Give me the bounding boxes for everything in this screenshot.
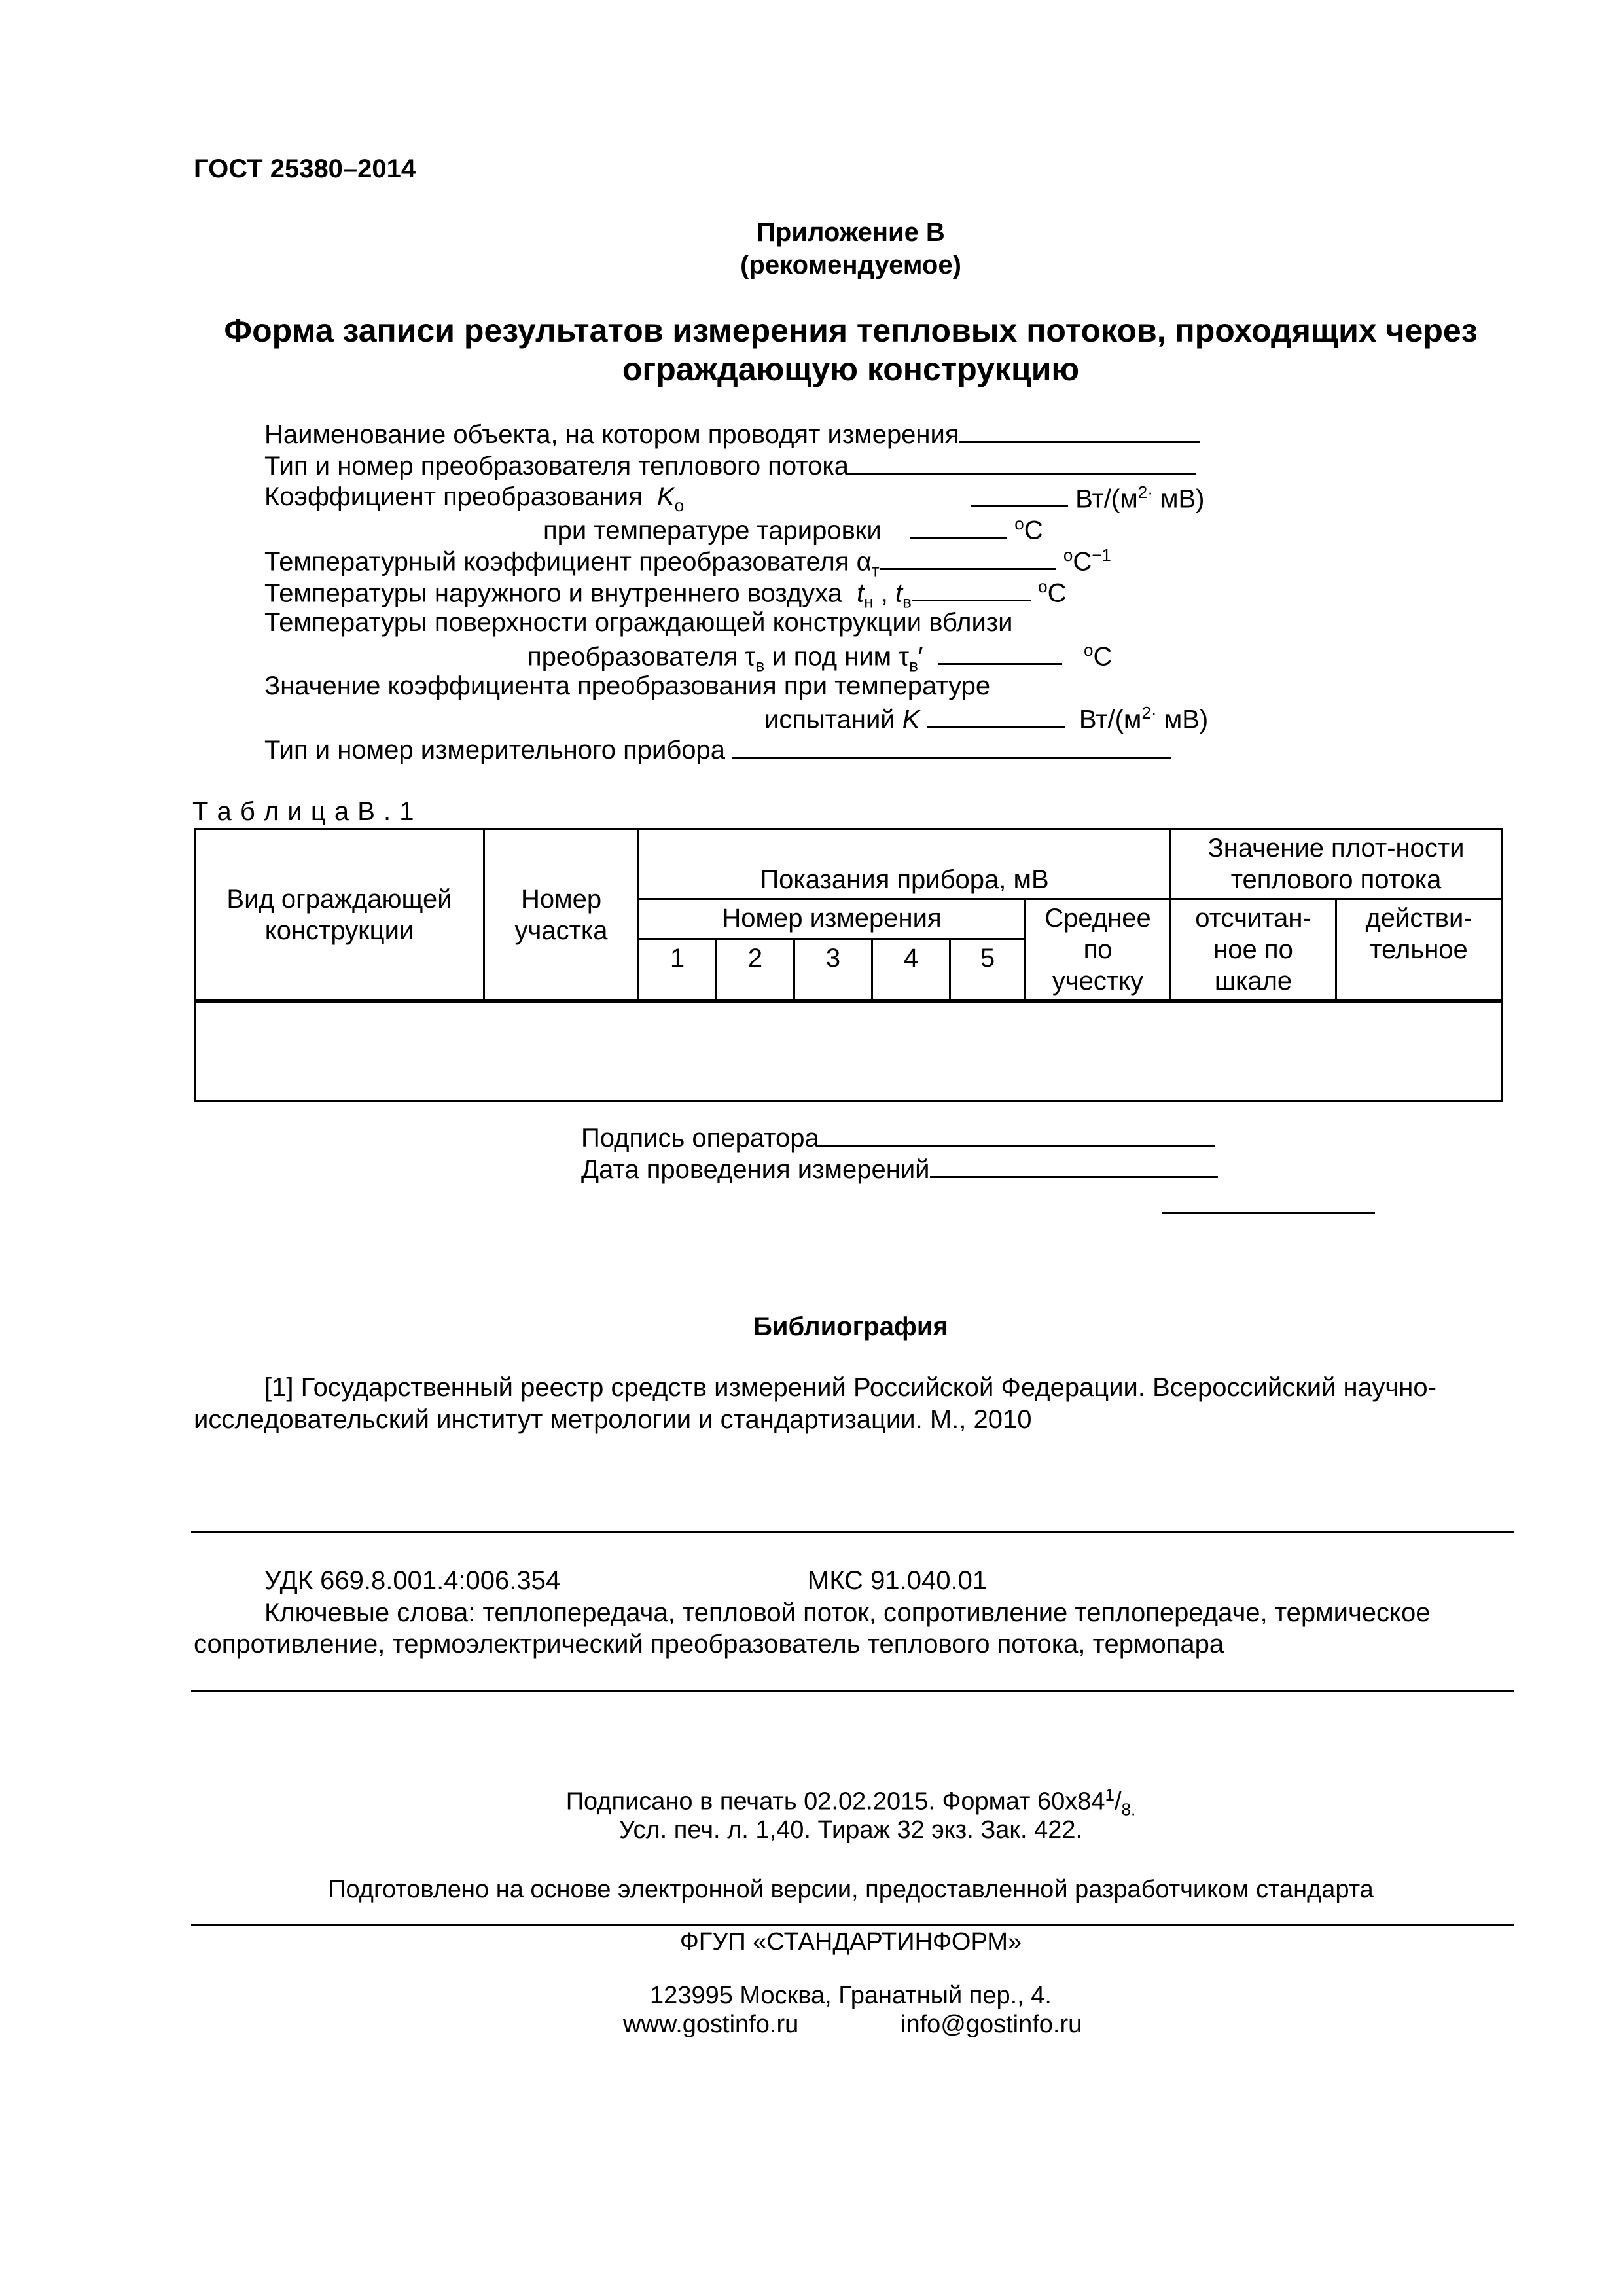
object-name-blank[interactable] [959,419,1200,443]
separator-imprint [191,1924,1514,1926]
header-meas-5: 5 [950,939,1026,1001]
header-readings: Показания прибора, мВ [639,829,1171,899]
field-temp-coefficient: Температурный коэффициент преобразователя $\alpha_т$ $^оС^{-1}$ [264,545,1111,581]
coef-test-blank[interactable] [927,704,1065,728]
separator-short [1162,1212,1375,1214]
udk-code: УДК 669.8.001.4:006.354 [264,1566,561,1595]
header-meas-3: 3 [794,939,872,1001]
separator-bottom [191,1690,1514,1692]
measurement-date: Дата проведения измерений [581,1154,1218,1185]
imprint-address: 123995 Москва, Гранатный пер., 4. [650,1982,1052,2009]
field-coefficient: Коэффициент преобразования $K_о$ [264,482,685,515]
header-meas-2: 2 [717,939,794,1001]
field-instrument: Тип и номер измерительного прибора [264,734,1171,765]
coefficient-blank[interactable] [971,483,1068,507]
calibration-temp-blank[interactable] [910,514,1007,539]
header-meas-no: Номер измерения [639,899,1026,939]
transducer-type-blank[interactable] [849,450,1196,475]
standard-number: ГОСТ 25380–2014 [194,154,416,183]
field-coef-test-1: Значение коэффициента преобразования при температуре [264,672,991,700]
appendix-title: Приложение В [757,218,945,247]
bibliography-title: Библиография [753,1312,948,1341]
instrument-blank[interactable] [732,734,1171,759]
form-title-line2: ограждающую конструкцию [622,351,1080,387]
bibliography-item-line1: [1] Государственный реестр средств измерений Российской Федерации. Всероссийский научно- [264,1373,1436,1402]
coefficient-unit: $Вт/(м^{2\cdot}$ мВ) [971,482,1205,514]
imprint-website[interactable]: www.gostinfo.ru [623,2011,799,2038]
header-meas-4: 4 [872,939,950,1001]
field-surface-temps-1: Температуры поверхности ограждающей конструкции вблизи [264,608,1013,637]
field-calibration-temp: при температуре тарировки $^о$С [543,514,1043,545]
surface-temps-blank[interactable] [938,641,1062,665]
header-actual: действи- тельное [1336,899,1502,1002]
separator-top [191,1531,1514,1533]
measurement-date-blank[interactable] [930,1154,1218,1178]
field-transducer-type: Тип и номер преобразователя теплового потока [264,450,1196,481]
field-object-name: Наименование объекта, на котором проводят измерения [264,419,1200,450]
imprint-publisher: ФГУП «СТАНДАРТИНФОРМ» [679,1928,1022,1956]
form-title-line1: Форма записи результатов измерения тепловых потоков, проходящих через [224,312,1478,349]
mks-code: МКС 91.040.01 [808,1566,988,1595]
table-caption: Т а б л и ц а В . 1 [192,797,415,826]
air-temps-blank[interactable] [912,577,1031,601]
keywords-line1: Ключевые слова: теплопередача, тепловой поток, сопротивление теплопередаче, термическое [264,1598,1431,1627]
header-meas-1: 1 [639,939,717,1001]
imprint-print-info: Усл. печ. л. 1,40. Тираж 32 экз. Зак. 422. [618,1816,1083,1844]
header-type: Вид ограждающей конструкции [195,829,484,1002]
header-average: Среднее по учестку [1026,899,1171,1002]
field-coef-test-2: испытаний K $Вт/(м^{2\cdot}$ мВ) [764,703,1209,734]
temp-coefficient-blank[interactable] [880,546,1056,570]
table-body-empty[interactable] [195,1001,1502,1102]
field-surface-temps-2: преобразователя $\tau_в$ и под ним $\tau_в'$ $^о$С [527,640,1113,675]
operator-signature: Подпись оператора [581,1122,1215,1153]
imprint-signed: Подписано в печать 02.02.2015. Формат $60x84^1/_{8.}$ [565,1785,1136,1820]
field-air-temps: Температуры наружного и внутреннего воздуха $t_н$ , $t_в$ $^о$С [264,577,1067,612]
header-scale: отсчитан- ное по шкале [1171,899,1336,1002]
keywords-line2: сопротивление, термоэлектрический преобразователь теплового потока, термопара [194,1630,1224,1659]
results-table [194,828,1503,1102]
imprint-email[interactable]: info@gostinfo.ru [901,2011,1082,2038]
bibliography-item-line2: исследовательский институт метрологии и стандартизации. М., 2010 [194,1405,1032,1434]
appendix-note: (рекомендуемое) [740,251,961,279]
header-density: Значение плот-ности теплового потока [1171,829,1502,899]
imprint-prepared: Подготовлено на основе электронной версии, предоставленной разработчиком стандарта [328,1876,1374,1903]
header-section: Номер участка [484,829,639,1002]
operator-signature-blank[interactable] [819,1122,1215,1147]
